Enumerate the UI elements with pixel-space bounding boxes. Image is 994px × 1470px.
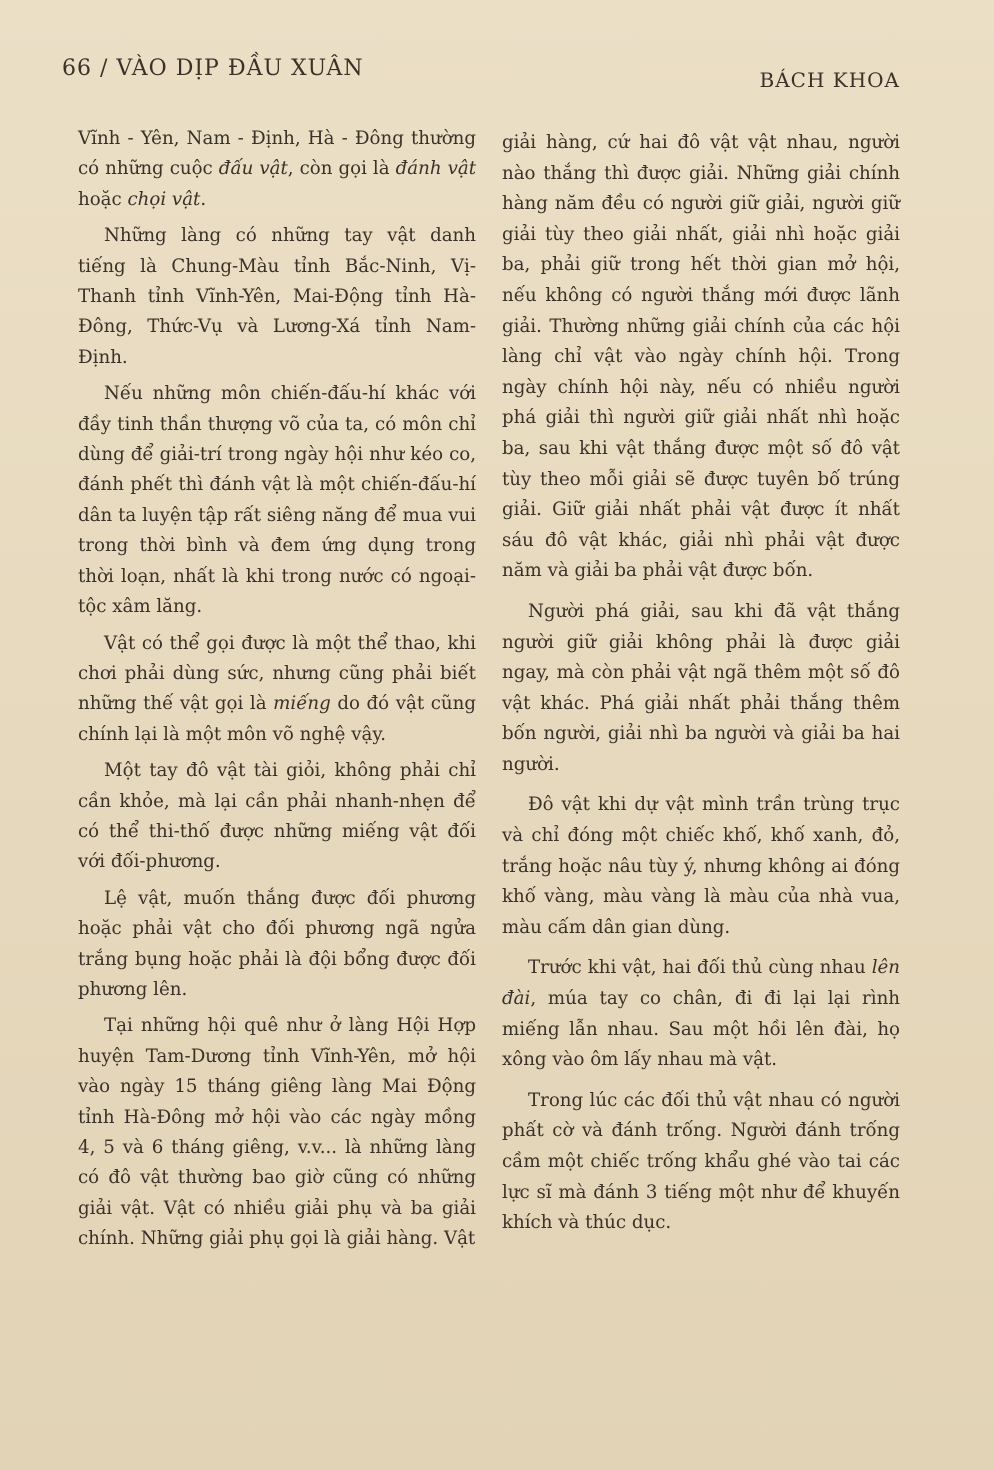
paragraph: Tại những hội quê như ở làng Hội Hợp huyện Tam-Dương tỉnh Vĩnh-Yên, mở hội vào ngày 15 tháng giêng làng Mai Động tỉnh Hà-Đông mở hội vào các ngày mồng 4, 5 và 6 tháng giêng, v.v... là những làng có đô vật thường bao giờ cũng có những giải vật. Vật có nhiều giải phụ và ba giải chính. Những giải phụ gọi là giải hàng. Vật: [78, 1015, 476, 1250]
paragraph: Đô vật khi dự vật mình trần trùng trục và chỉ đóng một chiếc khố, khố xanh, đỏ, trắng hoặc nâu tùy ý, nhưng không ai đóng khố vàng, màu vàng là màu của nhà vua, màu cấm dân gian dùng.: [502, 794, 900, 938]
paragraph: Một tay đô vật tài giỏi, không phải chỉ cần khỏe, mà lại cần phải nhanh-nhẹn để có thể thi-thố được những miếng vật đối với đối-phương.: [78, 760, 476, 873]
paragraph: Trước khi vật, hai đối thủ cùng nhau lên đài, múa tay co chân, đi đi lại lại rình miếng lẫn nhau. Sau một hồi lên đài, họ xông vào ôm lấy nhau mà vật.: [502, 957, 900, 1071]
paragraph: Nếu những môn chiến-đấu-hí khác với đầy tinh thần thượng võ của ta, có môn chỉ dùng để giải-trí trong ngày hội như kéo co, đánh phết thì đánh vật là một chiến-đấu-hí dân ta luyện tập rất siêng năng để mua vui trong thời bình và đem ứng dụng trong thời loạn, nhất là khi trong nước có ngoại-tộc xâm lăng.: [78, 383, 476, 618]
paragraph: Vật có thể gọi được là một thể thao, khi chơi phải dùng sức, nhưng cũng phải biết những thế vật gọi là miếng do đó vật cũng chính lại là một môn võ nghệ vậy.: [78, 632, 476, 745]
paragraph: Vĩnh - Yên, Nam - Định, Hà - Đông thường có những cuộc đấu vật, còn gọi là đánh vật hoặc chọi vật.: [78, 128, 477, 210]
running-header: 66 / VÀO DỊP ĐẦU XUÂN: [62, 56, 364, 81]
paragraph: Trong lúc các đối thủ vật nhau có người phất cờ và đánh trống. Người đánh trống cầm một chiếc trống khẩu ghé vào tai các lực sĩ mà đánh 3 tiếng một như để khuyến khích và thúc dục.: [502, 1089, 900, 1234]
paragraph: Người phá giải, sau khi đã vật thắng người giữ giải không phải là được giải ngay, mà còn phải vật ngã thêm một số đô vật khác. Phá giải nhất phải thắng thêm bốn người, giải nhì ba người và giải ba hai người.: [502, 600, 900, 775]
paragraph: Lệ vật, muốn thắng được đối phương hoặc phải vật cho đối phương ngã ngửa trắng bụng hoặc phải là đội bổng được đối phương lên.: [78, 887, 476, 1000]
right-column: [502, 128, 900, 1239]
paragraph: giải hàng, cứ hai đô vật vật nhau, người nào thắng thì được giải. Những giải chính hàng năm đều có người giữ giải, người giữ giải tùy theo giải nhất, giải nhì hoặc giải ba, phải giữ trong hết thời gian mở hội, nếu không có người thắng mới được lãnh giải. Thường những giải chính của các hội làng chỉ vật vào ngày chính hội. Trong ngày chính hội này, nếu có nhiều người phá giải thì người giữ giải nhất nhì hoặc ba, sau khi vật thắng được một số đô vật tùy theo mỗi giải sẽ được tuyên bố trúng giải. Giữ giải nhất phải vật được ít nhất sáu đô vật khác, giải nhì phải vật được năm và giải ba phải vật được bốn.: [502, 132, 900, 582]
magazine-title: BÁCH KHOA: [759, 68, 900, 92]
paragraph: Những làng có những tay vật danh tiếng là Chung-Màu tỉnh Bắc-Ninh, Vị-Thanh tỉnh Vĩnh-Yên, Mai-Động tỉnh Hà-Đông, Thức-Vụ và Lương-Xá tỉnh Nam-Định.: [78, 225, 476, 368]
left-column: [78, 124, 476, 1255]
